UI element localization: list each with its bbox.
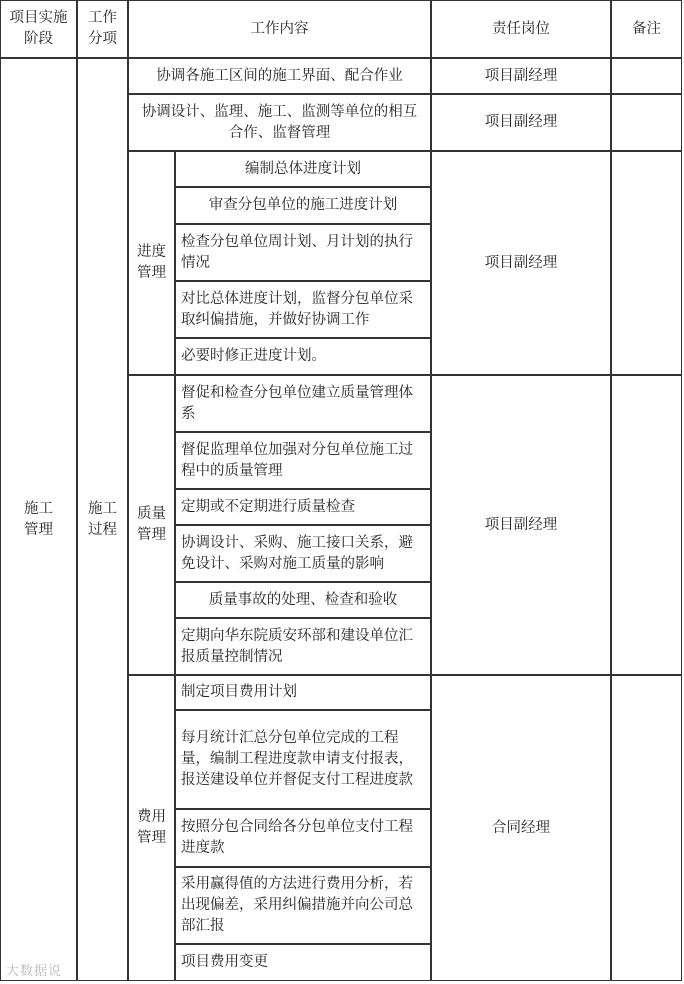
- header-subitem: 工作分项: [77, 0, 128, 58]
- header-remarks: 备注: [611, 0, 682, 58]
- group-item: 制定项目费用计划: [175, 675, 431, 710]
- group-item: 项目费用变更: [175, 944, 431, 981]
- group-item: 每月统计汇总分包单位完成的工程量，编制工程进度款申请支付报表，报送建设单位并督促支付工程进度款: [175, 710, 431, 809]
- phase-cell: 施工管理: [0, 58, 77, 981]
- group-item: 按照分包合同给各分包单位支付工程进度款: [175, 809, 431, 867]
- role-cell: 项目副经理: [431, 375, 611, 675]
- group-item: 采用赢得值的方法进行费用分析，若出现偏差，采用纠偏措施并向公司总部汇报: [175, 867, 431, 944]
- group-item: 质量事故的处理、检查和验收: [175, 582, 431, 618]
- group-item: 定期向华东院质安环部和建设单位汇报质量控制情况: [175, 618, 431, 675]
- group-label-quality: 质量管理: [128, 375, 175, 675]
- header-content: 工作内容: [128, 0, 431, 58]
- remarks-cell: [611, 94, 682, 151]
- group-item: 定期或不定期进行质量检查: [175, 489, 431, 525]
- subitem-cell: 施工过程: [77, 58, 128, 981]
- group-label-schedule: 进度管理: [128, 151, 175, 375]
- role-cell: 项目副经理: [431, 58, 611, 94]
- header-role: 责任岗位: [431, 0, 611, 58]
- group-item: 审查分包单位的施工进度计划: [175, 187, 431, 224]
- header-phase: 项目实施阶段: [0, 0, 77, 58]
- group-item: 督促和检查分包单位建立质量管理体系: [175, 375, 431, 432]
- role-cell: 项目副经理: [431, 151, 611, 375]
- group-item: 编制总体进度计划: [175, 151, 431, 187]
- content-cell: 协调设计、监理、施工、监测等单位的相互合作、监督管理: [128, 94, 431, 151]
- role-cell: 合同经理: [431, 675, 611, 981]
- watermark: 大数据说: [6, 964, 63, 979]
- group-label-cost: 费用管理: [128, 675, 175, 981]
- group-item: 协调设计、采购、施工接口关系，避免设计、采购对施工质量的影响: [175, 525, 431, 582]
- role-cell: 项目副经理: [431, 94, 611, 151]
- group-item: 督促监理单位加强对分包单位施工过程中的质量管理: [175, 432, 431, 489]
- remarks-cell: [611, 58, 682, 94]
- group-item: 对比总体进度计划，监督分包单位采取纠偏措施，并做好协调工作: [175, 281, 431, 338]
- content-cell: 协调各施工区间的施工界面、配合作业: [128, 58, 431, 94]
- remarks-cell: [611, 375, 682, 675]
- remarks-cell: [611, 151, 682, 375]
- group-item: 必要时修正进度计划。: [175, 338, 431, 375]
- remarks-cell: [611, 675, 682, 981]
- group-item: 检查分包单位周计划、月计划的执行情况: [175, 224, 431, 281]
